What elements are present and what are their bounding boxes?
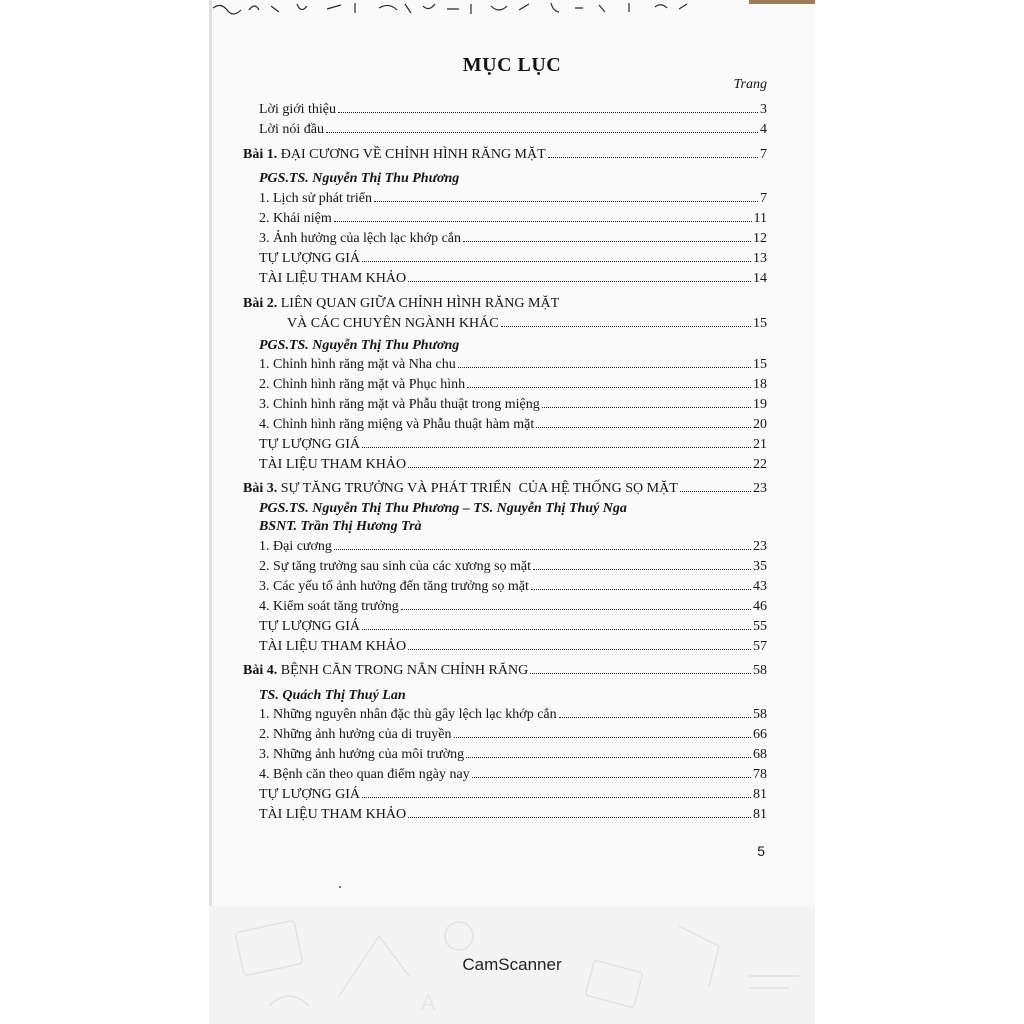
toc-entry: TỰ LƯỢNG GIÁ 81	[259, 787, 767, 802]
toc-entry: 1. Chỉnh hình răng mặt và Nha chu 15	[259, 357, 767, 372]
scanner-watermark-footer	[209, 906, 815, 1024]
lesson-heading: Bài 1. ĐẠI CƯƠNG VỀ CHỈNH HÌNH RĂNG MẶT 7	[243, 147, 767, 162]
toc-entry: 1. Lịch sử phát triển 7	[259, 191, 767, 206]
lesson-authors: PGS.TS. Nguyễn Thị Thu Phương	[259, 171, 460, 186]
page-title: MỤC LỤC	[462, 54, 562, 76]
page-edge-mark	[749, 0, 815, 4]
svg-text:A: A	[421, 990, 436, 1015]
lesson-heading: Bài 4. BỆNH CĂN TRONG NẮN CHỈNH RĂNG 58	[243, 663, 767, 678]
toc-entry: TÀI LIỆU THAM KHẢO 81	[259, 807, 767, 822]
lesson-authors: PGS.TS. Nguyễn Thị Thu Phương	[259, 338, 460, 353]
scanner-brand: CamScanner	[462, 955, 562, 974]
page-left-edge	[209, 0, 212, 906]
toc-entry: 2. Khái niệm 11	[259, 211, 767, 226]
lesson-authors: TS. Quách Thị Thuý Lan	[259, 688, 406, 703]
lesson-authors: PGS.TS. Nguyễn Thị Thu Phương – TS. Nguyễn Thị Thuý Nga	[259, 501, 627, 516]
toc-entry: 3. Những ảnh hưởng của môi trường 68	[259, 747, 767, 762]
toc-entry: 3. Ảnh hưởng của lệch lạc khớp cắn 12	[259, 231, 767, 246]
toc-entry: TÀI LIỆU THAM KHẢO 14	[259, 271, 767, 286]
toc-entry: 1. Những nguyên nhân đặc thù gây lệch lạc khớp cắn 58	[259, 707, 767, 722]
toc-entry: Lời giới thiệu 3	[259, 102, 767, 117]
lesson-heading-continued: VÀ CÁC CHUYÊN NGÀNH KHÁC 15	[287, 316, 767, 331]
toc-entry: 3. Các yếu tố ảnh hưởng đến tăng trưởng sọ mặt 43	[259, 579, 767, 594]
toc-entry: 4. Bệnh căn theo quan điểm ngày nay 78	[259, 767, 767, 782]
toc-entry: Lời nói đầu 4	[259, 122, 767, 137]
toc-entry: 1. Đại cương 23	[259, 539, 767, 554]
document-page	[209, 0, 815, 906]
toc-entry: TỰ LƯỢNG GIÁ 55	[259, 619, 767, 634]
toc-entry: 4. Kiểm soát tăng trưởng 46	[259, 599, 767, 614]
page-column-label: Trang	[733, 77, 767, 92]
lesson-authors-line2: BSNT. Trần Thị Hương Trà	[259, 519, 422, 534]
handwriting-scribble	[209, 0, 815, 16]
toc-entry: TỰ LƯỢNG GIÁ 21	[259, 437, 767, 452]
page-number: 5	[757, 843, 765, 859]
lesson-heading: Bài 3. SỰ TĂNG TRƯỞNG VÀ PHÁT TRIỂN CỦA HỆ THỐNG SỌ MẶT 23	[243, 481, 767, 496]
toc-entry: 3. Chỉnh hình răng mặt và Phẫu thuật trong miệng 19	[259, 397, 767, 412]
toc-entry: 2. Sự tăng trưởng sau sinh của các xương sọ mặt 35	[259, 559, 767, 574]
toc-entry: 2. Những ảnh hưởng của di truyền 66	[259, 727, 767, 742]
scan-speck	[339, 886, 341, 888]
toc-entry: TỰ LƯỢNG GIÁ 13	[259, 251, 767, 266]
toc-entry: 2. Chỉnh hình răng mặt và Phục hình 18	[259, 377, 767, 392]
toc-entry: TÀI LIỆU THAM KHẢO 57	[259, 639, 767, 654]
toc-entry: 4. Chỉnh hình răng miệng và Phẫu thuật hàm mặt 20	[259, 417, 767, 432]
lesson-heading: Bài 2. LIÊN QUAN GIỮA CHỈNH HÌNH RĂNG MẶT	[243, 296, 560, 311]
toc-entry: TÀI LIỆU THAM KHẢO 22	[259, 457, 767, 472]
